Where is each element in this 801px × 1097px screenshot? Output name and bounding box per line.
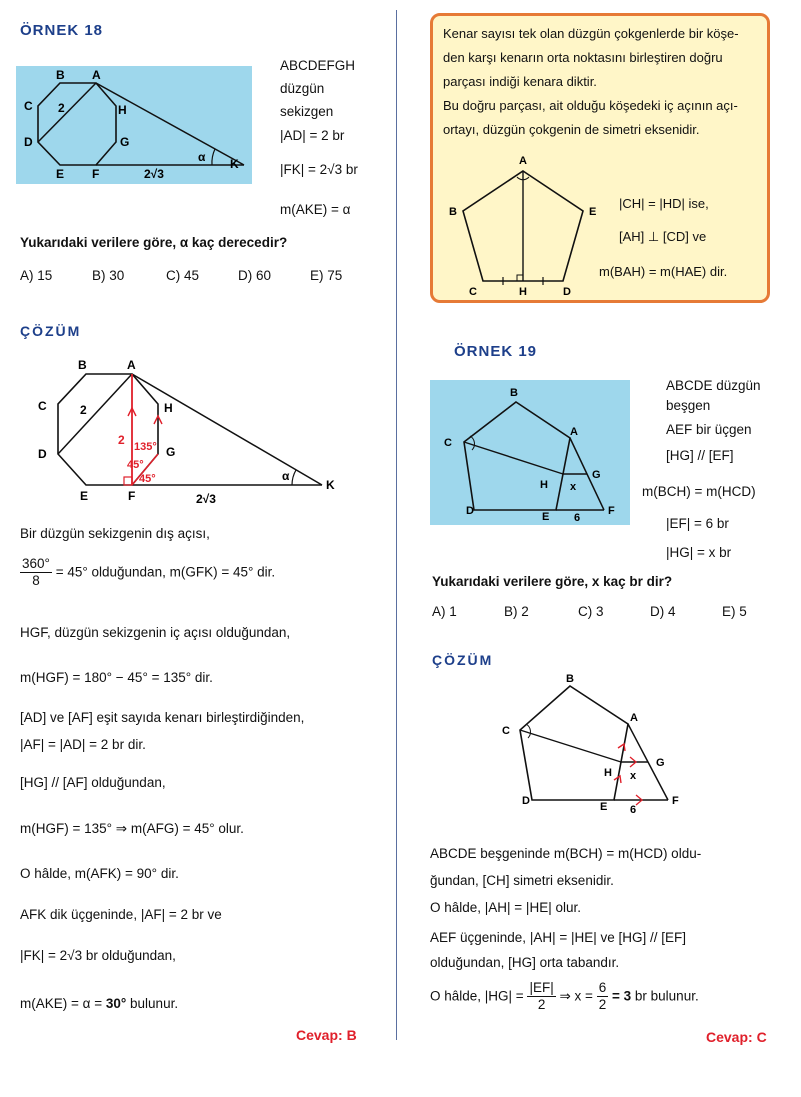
svg-text:D: D bbox=[24, 135, 33, 149]
svg-text:A: A bbox=[630, 712, 638, 724]
given-19-7: |HG| = x br bbox=[666, 545, 732, 560]
svg-text:6: 6 bbox=[574, 512, 581, 524]
sol18-line8: m(HGF) = 135° ⇒ m(AFG) = 45° olur. bbox=[20, 821, 244, 836]
svg-text:H: H bbox=[164, 401, 173, 415]
svg-text:E: E bbox=[589, 206, 597, 218]
svg-text:E: E bbox=[80, 489, 89, 503]
svg-text:C: C bbox=[502, 725, 510, 737]
svg-text:E: E bbox=[56, 167, 65, 181]
sol18-line6: |AF| = |AD| = 2 br dir. bbox=[20, 737, 146, 752]
option-c: C) 45 bbox=[166, 268, 200, 283]
svg-text:2√3: 2√3 bbox=[144, 167, 164, 181]
svg-text:D: D bbox=[563, 286, 571, 298]
svg-text:F: F bbox=[128, 489, 136, 503]
svg-text:B: B bbox=[566, 673, 574, 685]
sol18-line7: [HG] // [AF] olduğundan, bbox=[20, 775, 166, 790]
info-line5: ortayı, düzgün çokgenin de simetri eksenidir. bbox=[443, 122, 700, 137]
svg-text:α: α bbox=[198, 150, 206, 164]
solution-19-figure bbox=[490, 668, 690, 818]
sol18-line12: m(AKE) = α = 30° bulunur. bbox=[20, 996, 179, 1011]
sol19-line3: O hâlde, |AH| = |HE| olur. bbox=[430, 900, 581, 915]
svg-text:2√3: 2√3 bbox=[196, 492, 216, 506]
option-a: A) 15 bbox=[20, 268, 53, 283]
solution-18-title: ÇÖZÜM bbox=[20, 323, 82, 339]
info-cond1: |CH| = |HD| ise, bbox=[619, 196, 709, 211]
info-line4: Bu doğru parçası, ait olduğu köşedeki iç açının açı- bbox=[443, 98, 738, 113]
svg-text:2: 2 bbox=[80, 403, 87, 417]
svg-text:45°: 45° bbox=[139, 473, 156, 485]
svg-text:D: D bbox=[466, 505, 474, 517]
svg-text:B: B bbox=[78, 358, 87, 372]
given-19-1: ABCDE düzgün bbox=[666, 378, 761, 393]
given-19-2: beşgen bbox=[666, 398, 711, 413]
example-18-figure bbox=[16, 66, 252, 184]
example-19-figure bbox=[430, 380, 630, 525]
svg-text:A: A bbox=[92, 68, 101, 82]
svg-text:C: C bbox=[469, 286, 477, 298]
given-19-3: AEF bir üçgen bbox=[666, 422, 752, 437]
svg-text:H: H bbox=[540, 479, 548, 491]
answer-18: Cevap: B bbox=[296, 1027, 357, 1043]
info-cond2: [AH] ⊥ [CD] ve bbox=[619, 229, 707, 244]
info-box bbox=[430, 13, 770, 303]
svg-text:B: B bbox=[56, 68, 65, 82]
option19-a: A) 1 bbox=[432, 604, 457, 619]
given-ad: |AD| = 2 br bbox=[280, 128, 345, 143]
info-line2: den karşı kenarın orta noktasını birleştiren doğru bbox=[443, 50, 723, 65]
svg-text:A: A bbox=[127, 358, 136, 372]
sol18-line1: Bir düzgün sekizgenin dış açısı, bbox=[20, 526, 210, 541]
svg-text:H: H bbox=[118, 103, 127, 117]
svg-text:α: α bbox=[282, 469, 290, 483]
svg-text:H: H bbox=[604, 767, 612, 779]
svg-text:C: C bbox=[444, 437, 452, 449]
svg-text:G: G bbox=[592, 469, 601, 481]
info-line3: parçası indiği kenara diktir. bbox=[443, 74, 597, 89]
question-19: Yukarıdaki verilere göre, x kaç br dir? bbox=[432, 574, 673, 589]
svg-text:135°: 135° bbox=[134, 441, 157, 453]
sol18-line4: m(HGF) = 180° − 45° = 135° dir. bbox=[20, 670, 213, 685]
svg-text:K: K bbox=[230, 157, 239, 171]
given-fk: |FK| = 2√3 br bbox=[280, 162, 358, 177]
sol18-line9: O hâlde, m(AFK) = 90° dir. bbox=[20, 866, 179, 881]
svg-text:F: F bbox=[92, 167, 100, 181]
svg-text:D: D bbox=[522, 795, 530, 807]
solution-18-figure bbox=[30, 358, 350, 508]
sol18-line10: AFK dik üçgeninde, |AF| = 2 br ve bbox=[20, 907, 222, 922]
svg-text:F: F bbox=[672, 795, 679, 807]
sol18-line2: $\frac{360^\circ}{8}$ = 45° olduğundan, m(GFK) = 45° dir. bbox=[22, 556, 276, 589]
svg-text:G: G bbox=[120, 135, 130, 149]
info-cond3: m(BAH) = m(HAE) dir. bbox=[599, 264, 728, 279]
option-e: E) 75 bbox=[310, 268, 343, 283]
info-pentagon-figure bbox=[447, 149, 617, 299]
option19-e: E) 5 bbox=[722, 604, 747, 619]
question-18: Yukarıdaki verilere göre, α kaç derecedir? bbox=[20, 235, 288, 250]
svg-text:2: 2 bbox=[58, 101, 65, 115]
sol19-line2: ğundan, [CH] simetri eksenidir. bbox=[430, 873, 614, 888]
svg-text:B: B bbox=[449, 206, 457, 218]
given-octagon-name: ABCDEFGH bbox=[280, 58, 356, 73]
option19-b: B) 2 bbox=[504, 604, 529, 619]
svg-text:A: A bbox=[519, 155, 527, 167]
sol19-line4: AEF üçgeninde, |AH| = |HE| ve [HG] // [EF] bbox=[430, 930, 686, 945]
given-regular: düzgün bbox=[280, 81, 325, 96]
option-b: B) 30 bbox=[92, 268, 125, 283]
svg-text:C: C bbox=[38, 399, 47, 413]
svg-text:G: G bbox=[656, 757, 665, 769]
sol18-line5: [AD] ve [AF] eşit sayıda kenarı birleştirdiğinden, bbox=[20, 710, 305, 725]
svg-text:2: 2 bbox=[118, 433, 125, 447]
solution-19-title: ÇÖZÜM bbox=[432, 652, 494, 668]
svg-text:C: C bbox=[24, 99, 33, 113]
given-19-4: [HG] // [EF] bbox=[666, 448, 734, 463]
svg-text:6: 6 bbox=[630, 804, 637, 816]
example-18-title: ÖRNEK 18 bbox=[20, 22, 104, 39]
column-divider bbox=[396, 10, 397, 1040]
sol19-line1: ABCDE beşgeninde m(BCH) = m(HCD) oldu- bbox=[430, 846, 702, 861]
option-d: D) 60 bbox=[238, 268, 272, 283]
svg-text:x: x bbox=[570, 481, 577, 493]
svg-text:F: F bbox=[608, 505, 615, 517]
sol19-line5: olduğundan, [HG] orta tabandır. bbox=[430, 955, 620, 970]
sol18-line11: |FK| = 2√3 br olduğundan, bbox=[20, 948, 176, 963]
option19-d: D) 4 bbox=[650, 604, 676, 619]
example-19-title: ÖRNEK 19 bbox=[454, 343, 538, 360]
svg-text:45°: 45° bbox=[127, 459, 144, 471]
svg-text:D: D bbox=[38, 447, 47, 461]
given-angle: m(AKE) = α bbox=[280, 202, 351, 217]
given-19-6: |EF| = 6 br bbox=[666, 516, 729, 531]
svg-text:A: A bbox=[570, 426, 578, 438]
svg-text:x: x bbox=[630, 770, 637, 782]
svg-text:E: E bbox=[600, 801, 608, 813]
svg-text:H: H bbox=[519, 286, 527, 298]
sol18-line3: HGF, düzgün sekizgenin iç açısı olduğundan, bbox=[20, 625, 291, 640]
info-line1: Kenar sayısı tek olan düzgün çokgenlerde bir köşe- bbox=[443, 26, 739, 41]
svg-text:G: G bbox=[166, 445, 176, 459]
svg-text:K: K bbox=[326, 478, 335, 492]
option19-c: C) 3 bbox=[578, 604, 604, 619]
answer-19: Cevap: C bbox=[706, 1029, 767, 1045]
given-19-5: m(BCH) = m(HCD) bbox=[642, 484, 756, 499]
svg-text:E: E bbox=[542, 511, 550, 523]
svg-text:B: B bbox=[510, 387, 518, 399]
sol19-line6: O hâlde, |HG| = $\frac{|EF|}{2}$ ⇒ x = $\frac{6}{2}$ = 3 br bulunur. bbox=[430, 980, 699, 1013]
given-octagon: sekizgen bbox=[280, 104, 334, 119]
